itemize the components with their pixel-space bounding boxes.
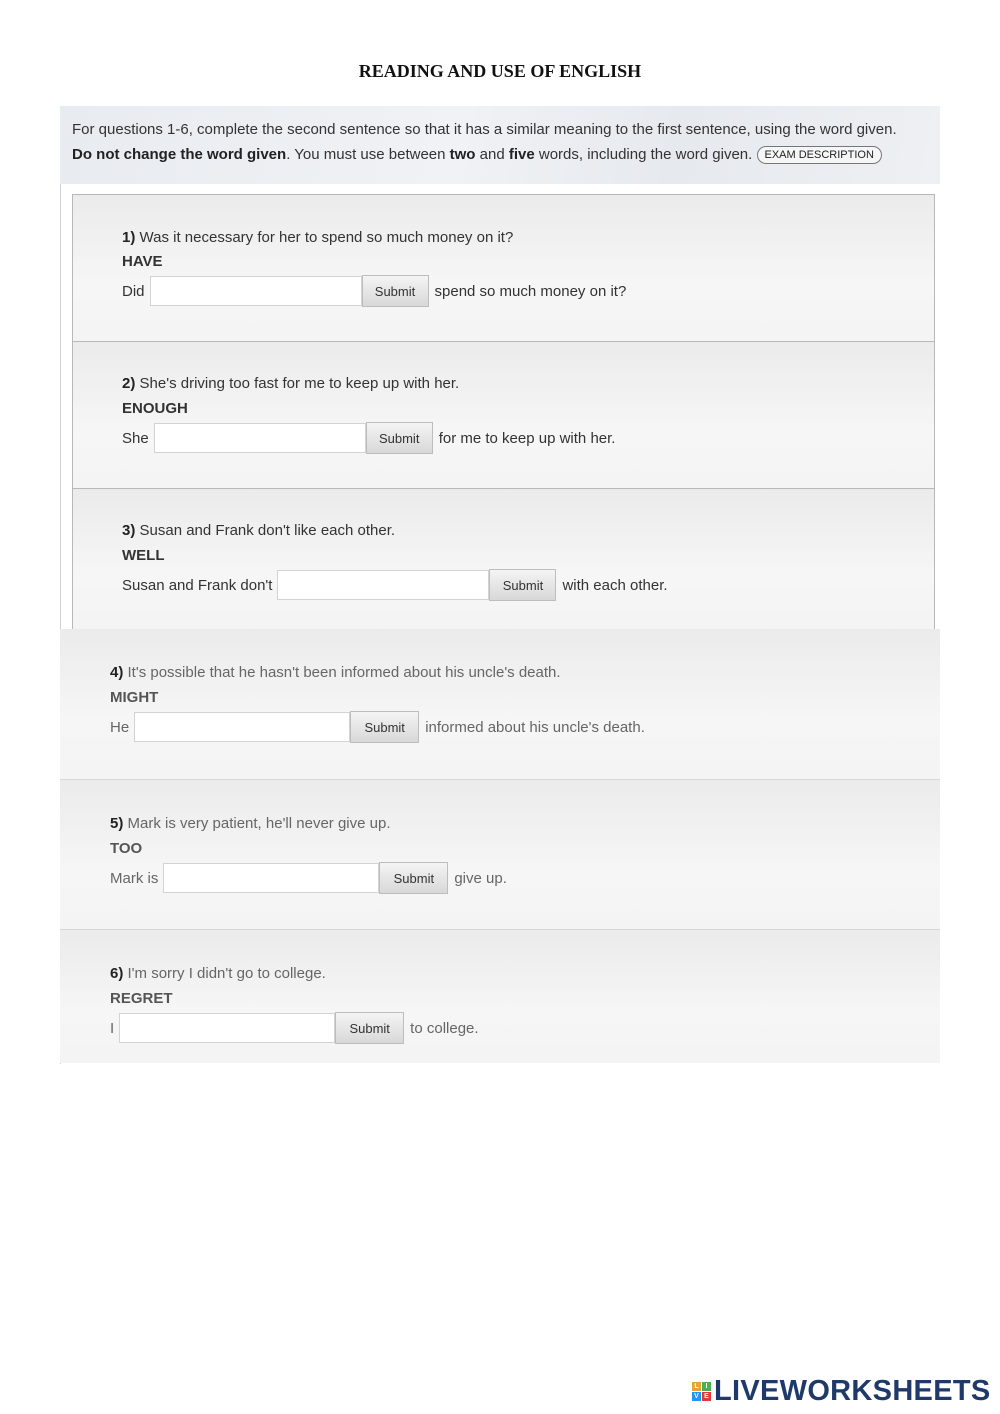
instructions-bold-1: Do not change the word given <box>72 146 287 163</box>
question-1-text: Was it necessary for her to spend so much money on it? <box>135 229 514 246</box>
question-3-box <box>72 488 935 629</box>
question-1-answer-row <box>122 275 626 307</box>
page-title: READING AND USE OF ENGLISH <box>358 61 642 81</box>
question-6-answer-row <box>110 1012 479 1044</box>
question-1-sentence <box>122 229 513 246</box>
instructions-bold-2: two <box>449 146 476 163</box>
instructions-text-1: . You must use between <box>286 146 450 163</box>
question-2-keyword: ENOUGH <box>122 400 188 417</box>
question-1-number: 1) <box>122 229 136 246</box>
question-5-number: 5) <box>110 815 124 832</box>
question-3-submit-button[interactable]: Submit <box>489 569 556 601</box>
question-4-submit-button[interactable]: Submit <box>350 711 419 743</box>
logo-grid-cell-l: L <box>692 1382 701 1391</box>
question-2-prefix: She <box>122 429 149 447</box>
question-6-text: I'm sorry I didn't go to college. <box>123 965 326 982</box>
question-2-answer-row <box>122 422 615 454</box>
question-2-box <box>72 341 935 489</box>
exam-description-button[interactable]: EXAM DESCRIPTION <box>757 146 882 164</box>
question-4-prefix: He <box>110 718 130 736</box>
question-6-suffix: to college. <box>410 1019 479 1037</box>
liveworksheets-logo <box>692 1375 991 1408</box>
question-6-prefix: I <box>110 1019 115 1037</box>
question-2-suffix: for me to keep up with her. <box>438 429 616 447</box>
logo-text: LIVEWORKSHEETS <box>714 1375 991 1407</box>
question-2-submit-button[interactable]: Submit <box>366 422 433 454</box>
question-4-keyword: MIGHT <box>110 689 159 706</box>
question-5-sentence <box>110 815 391 832</box>
question-4-sentence <box>110 664 561 681</box>
instructions-line-1: For questions 1-6, complete the second sentence so that it has a similar meaning to the first sentence, using the word given. <box>72 121 897 138</box>
question-3-suffix: with each other. <box>562 576 668 594</box>
question-5-submit-button[interactable]: Submit <box>379 862 448 894</box>
question-6-submit-button[interactable]: Submit <box>335 1012 404 1044</box>
question-5-answer-input[interactable] <box>163 863 379 893</box>
question-3-number: 3) <box>122 522 136 539</box>
question-6-sentence <box>110 965 326 982</box>
question-6-box <box>60 930 940 1063</box>
question-6-number: 6) <box>110 965 124 982</box>
instructions-panel <box>60 106 940 184</box>
question-5-box <box>60 780 940 930</box>
question-5-answer-row <box>110 862 507 894</box>
question-2-answer-input[interactable] <box>154 423 366 453</box>
question-3-answer-row <box>122 569 668 601</box>
question-5-prefix: Mark is <box>110 869 159 887</box>
instructions-text-3: words, including the word given. <box>534 146 757 163</box>
question-4-number: 4) <box>110 664 124 681</box>
question-5-text: Mark is very patient, he'll never give up. <box>123 815 391 832</box>
question-1-prefix: Did <box>122 282 145 300</box>
logo-grid-icon <box>692 1382 711 1401</box>
question-4-answer-input[interactable] <box>134 712 350 742</box>
question-4-suffix: informed about his uncle's death. <box>425 718 645 736</box>
question-3-answer-input[interactable] <box>277 570 489 600</box>
question-4-answer-row <box>110 711 645 743</box>
question-1-keyword: HAVE <box>122 253 163 270</box>
question-3-sentence <box>122 522 395 539</box>
question-3-keyword: WELL <box>122 547 165 564</box>
logo-grid-cell-i: I <box>702 1382 711 1391</box>
question-3-prefix: Susan and Frank don't <box>122 576 273 594</box>
logo-grid-cell-v: V <box>692 1392 701 1401</box>
question-1-submit-button[interactable]: Submit <box>362 275 429 307</box>
question-4-box <box>60 629 940 780</box>
question-6-answer-input[interactable] <box>119 1013 335 1043</box>
logo-grid-cell-e: E <box>702 1392 711 1401</box>
question-6-keyword: REGRET <box>110 990 173 1007</box>
question-4-text: It's possible that he hasn't been informed about his uncle's death. <box>123 664 561 681</box>
question-1-suffix: spend so much money on it? <box>434 282 627 300</box>
instructions-line-2 <box>72 142 928 167</box>
question-3-text: Susan and Frank don't like each other. <box>135 522 396 539</box>
instructions-bold-3: five <box>508 146 535 163</box>
question-2-number: 2) <box>122 375 136 392</box>
question-2-text: She's driving too fast for me to keep up with her. <box>135 375 460 392</box>
question-1-answer-input[interactable] <box>150 276 362 306</box>
question-5-keyword: TOO <box>110 840 143 857</box>
instructions-text-2: and <box>475 146 509 163</box>
question-2-sentence <box>122 375 459 392</box>
question-5-suffix: give up. <box>454 869 507 887</box>
question-1-box <box>72 194 935 342</box>
